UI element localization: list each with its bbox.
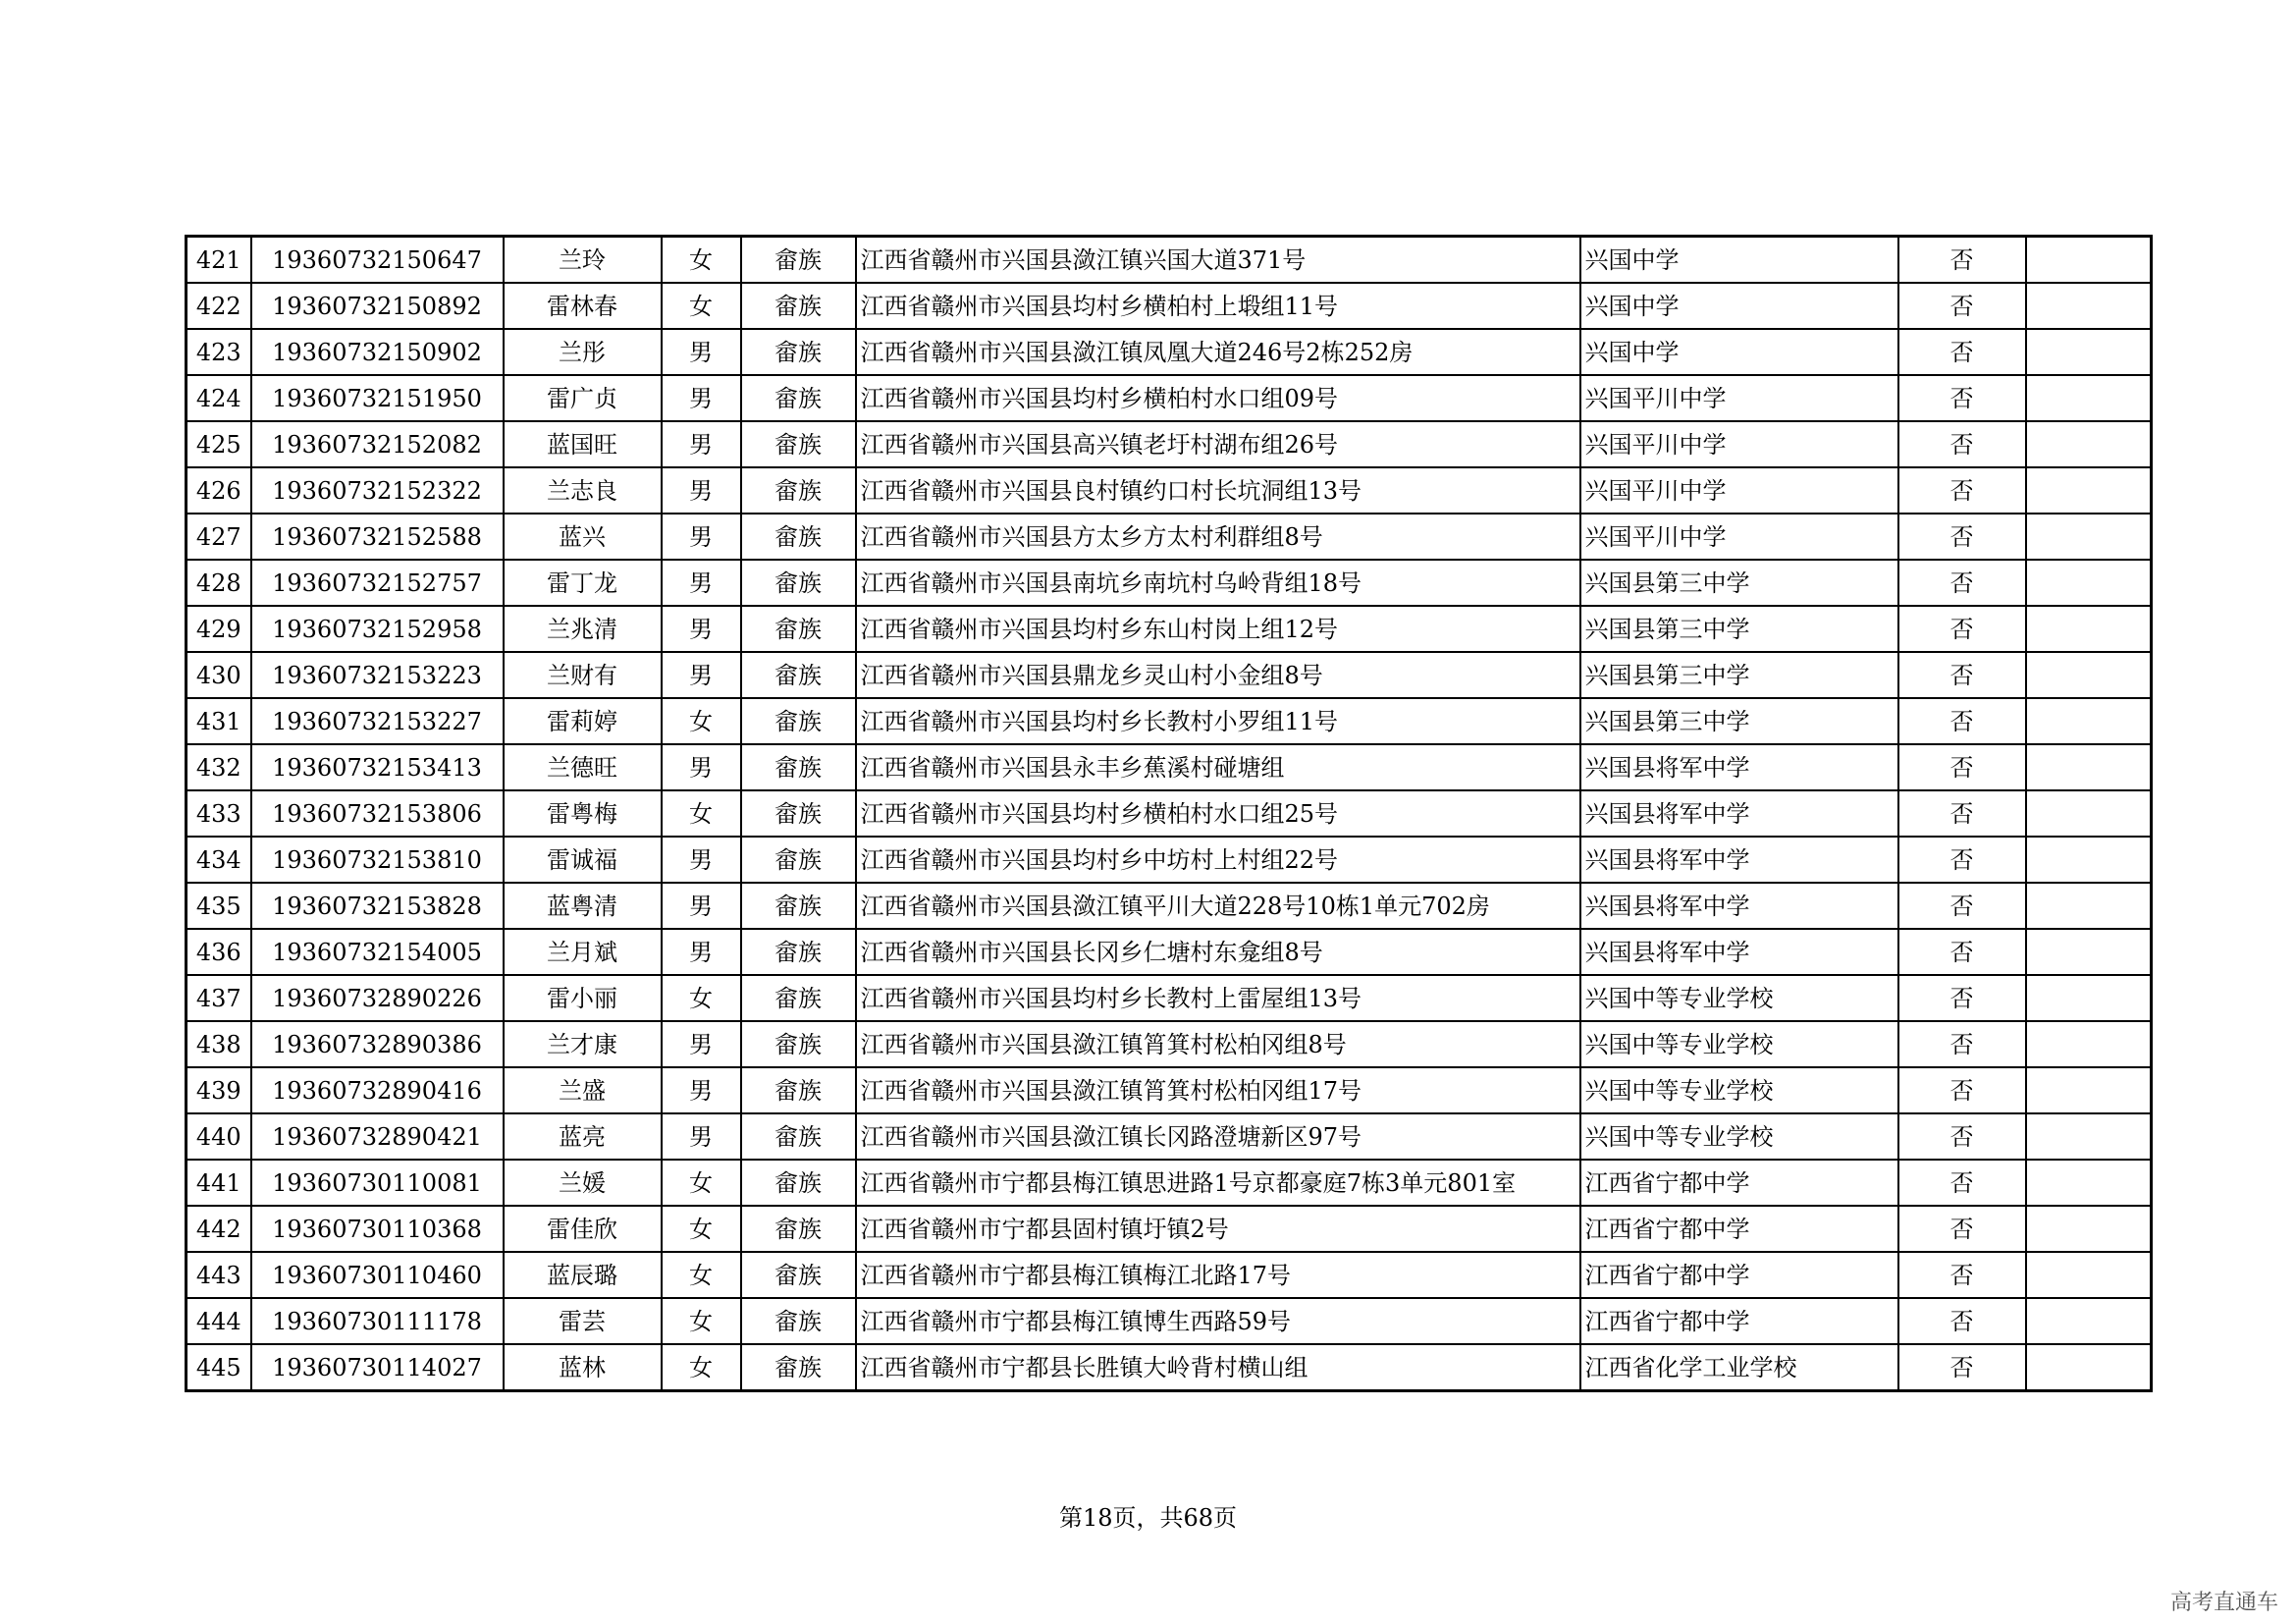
cell-remark	[2026, 975, 2152, 1021]
cell-remark	[2026, 237, 2152, 284]
cell-exam-id: 19360730110460	[251, 1252, 504, 1298]
cell-gender: 男	[662, 467, 741, 514]
cell-remark	[2026, 1113, 2152, 1160]
cell-exam-id: 19360732890226	[251, 975, 504, 1021]
cell-student-name: 兰玲	[504, 237, 662, 284]
cell-exam-id: 19360732150892	[251, 283, 504, 329]
cell-flag: 否	[1898, 1160, 2026, 1206]
cell-exam-id: 19360732150647	[251, 237, 504, 284]
cell-address: 江西省赣州市兴国县均村乡长教村上雷屋组13号	[856, 975, 1580, 1021]
cell-gender: 男	[662, 744, 741, 790]
cell-address: 江西省赣州市宁都县固村镇圩镇2号	[856, 1206, 1580, 1252]
cell-gender: 男	[662, 421, 741, 467]
cell-flag: 否	[1898, 1067, 2026, 1113]
cell-ethnicity: 畲族	[741, 283, 856, 329]
cell-seq-number: 423	[187, 329, 251, 375]
cell-remark	[2026, 1252, 2152, 1298]
cell-seq-number: 427	[187, 514, 251, 560]
table-row	[187, 790, 2152, 837]
table-row	[187, 929, 2152, 975]
cell-address: 江西省赣州市兴国县潋江镇筲箕村松柏冈组17号	[856, 1067, 1580, 1113]
cell-ethnicity: 畲族	[741, 467, 856, 514]
table-row	[187, 467, 2152, 514]
cell-flag: 否	[1898, 1113, 2026, 1160]
cell-gender: 男	[662, 514, 741, 560]
cell-flag: 否	[1898, 698, 2026, 744]
cell-remark	[2026, 929, 2152, 975]
cell-student-name: 兰财有	[504, 652, 662, 698]
cell-seq-number: 422	[187, 283, 251, 329]
cell-student-name: 雷诚福	[504, 837, 662, 883]
cell-ethnicity: 畲族	[741, 837, 856, 883]
cell-ethnicity: 畲族	[741, 652, 856, 698]
table-row	[187, 744, 2152, 790]
cell-exam-id: 19360732890421	[251, 1113, 504, 1160]
cell-gender: 女	[662, 790, 741, 837]
cell-gender: 男	[662, 329, 741, 375]
cell-seq-number: 436	[187, 929, 251, 975]
cell-exam-id: 19360732890416	[251, 1067, 504, 1113]
cell-remark	[2026, 1344, 2152, 1391]
cell-student-name: 蓝兴	[504, 514, 662, 560]
cell-gender: 女	[662, 698, 741, 744]
cell-flag: 否	[1898, 837, 2026, 883]
cell-school: 兴国中学	[1580, 237, 1898, 284]
cell-seq-number: 430	[187, 652, 251, 698]
table-row	[187, 698, 2152, 744]
cell-address: 江西省赣州市兴国县均村乡东山村岗上组12号	[856, 606, 1580, 652]
cell-remark	[2026, 421, 2152, 467]
cell-school: 兴国平川中学	[1580, 467, 1898, 514]
cell-address: 江西省赣州市兴国县鼎龙乡灵山村小金组8号	[856, 652, 1580, 698]
cell-gender: 男	[662, 652, 741, 698]
cell-student-name: 蓝林	[504, 1344, 662, 1391]
watermark-text: 高考直通车	[2169, 1591, 2278, 1615]
cell-student-name: 蓝粤清	[504, 883, 662, 929]
cell-exam-id: 19360732152082	[251, 421, 504, 467]
cell-address: 江西省赣州市兴国县方太乡方太村利群组8号	[856, 514, 1580, 560]
cell-exam-id: 19360732154005	[251, 929, 504, 975]
cell-gender: 女	[662, 975, 741, 1021]
cell-student-name: 雷林春	[504, 283, 662, 329]
cell-school: 兴国县第三中学	[1580, 606, 1898, 652]
cell-exam-id: 19360732152322	[251, 467, 504, 514]
cell-school: 江西省化学工业学校	[1580, 1344, 1898, 1391]
cell-address: 江西省赣州市兴国县均村乡横柏村上塅组11号	[856, 283, 1580, 329]
cell-school: 兴国中学	[1580, 329, 1898, 375]
cell-flag: 否	[1898, 744, 2026, 790]
cell-address: 江西省赣州市兴国县永丰乡蕉溪村碰塘组	[856, 744, 1580, 790]
cell-seq-number: 442	[187, 1206, 251, 1252]
cell-flag: 否	[1898, 283, 2026, 329]
cell-ethnicity: 畲族	[741, 329, 856, 375]
table-row	[187, 1206, 2152, 1252]
cell-flag: 否	[1898, 560, 2026, 606]
cell-seq-number: 437	[187, 975, 251, 1021]
cell-exam-id: 19360732152958	[251, 606, 504, 652]
cell-gender: 女	[662, 1344, 741, 1391]
table-row	[187, 1021, 2152, 1067]
cell-remark	[2026, 514, 2152, 560]
cell-flag: 否	[1898, 1298, 2026, 1344]
cell-exam-id: 19360730110368	[251, 1206, 504, 1252]
cell-flag: 否	[1898, 421, 2026, 467]
cell-gender: 女	[662, 1298, 741, 1344]
cell-student-name: 兰志良	[504, 467, 662, 514]
cell-flag: 否	[1898, 790, 2026, 837]
cell-ethnicity: 畲族	[741, 975, 856, 1021]
cell-seq-number: 438	[187, 1021, 251, 1067]
cell-seq-number: 429	[187, 606, 251, 652]
table-row	[187, 975, 2152, 1021]
cell-student-name: 雷芸	[504, 1298, 662, 1344]
cell-address: 江西省赣州市兴国县均村乡长教村小罗组11号	[856, 698, 1580, 744]
cell-exam-id: 19360730111178	[251, 1298, 504, 1344]
cell-remark	[2026, 329, 2152, 375]
cell-flag: 否	[1898, 975, 2026, 1021]
cell-student-name: 兰盛	[504, 1067, 662, 1113]
table-row	[187, 652, 2152, 698]
table-row	[187, 1298, 2152, 1344]
cell-ethnicity: 畲族	[741, 698, 856, 744]
cell-seq-number: 433	[187, 790, 251, 837]
cell-ethnicity: 畲族	[741, 1298, 856, 1344]
cell-remark	[2026, 1067, 2152, 1113]
cell-gender: 男	[662, 883, 741, 929]
cell-ethnicity: 畲族	[741, 1344, 856, 1391]
cell-ethnicity: 畲族	[741, 1021, 856, 1067]
table-row	[187, 283, 2152, 329]
cell-seq-number: 431	[187, 698, 251, 744]
cell-remark	[2026, 375, 2152, 421]
cell-school: 兴国县将军中学	[1580, 883, 1898, 929]
cell-address: 江西省赣州市兴国县潋江镇兴国大道371号	[856, 237, 1580, 284]
cell-school: 兴国中等专业学校	[1580, 1021, 1898, 1067]
cell-seq-number: 444	[187, 1298, 251, 1344]
cell-school: 江西省宁都中学	[1580, 1160, 1898, 1206]
cell-seq-number: 428	[187, 560, 251, 606]
cell-ethnicity: 畲族	[741, 1067, 856, 1113]
cell-flag: 否	[1898, 237, 2026, 284]
cell-exam-id: 19360730114027	[251, 1344, 504, 1391]
cell-seq-number: 434	[187, 837, 251, 883]
cell-flag: 否	[1898, 606, 2026, 652]
cell-school: 兴国县将军中学	[1580, 744, 1898, 790]
cell-school: 兴国县将军中学	[1580, 929, 1898, 975]
cell-school: 兴国平川中学	[1580, 421, 1898, 467]
cell-flag: 否	[1898, 652, 2026, 698]
cell-exam-id: 19360732153413	[251, 744, 504, 790]
cell-exam-id: 19360732150902	[251, 329, 504, 375]
cell-address: 江西省赣州市兴国县南坑乡南坑村乌岭背组18号	[856, 560, 1580, 606]
cell-remark	[2026, 652, 2152, 698]
cell-exam-id: 19360730110081	[251, 1160, 504, 1206]
cell-school: 兴国中等专业学校	[1580, 1067, 1898, 1113]
cell-student-name: 蓝国旺	[504, 421, 662, 467]
page-number: 第18页，共68页	[1058, 1504, 1238, 1532]
cell-exam-id: 19360732153223	[251, 652, 504, 698]
table-row	[187, 1113, 2152, 1160]
cell-seq-number: 421	[187, 237, 251, 284]
cell-ethnicity: 畲族	[741, 237, 856, 284]
cell-school: 兴国平川中学	[1580, 514, 1898, 560]
cell-ethnicity: 畲族	[741, 1160, 856, 1206]
cell-seq-number: 432	[187, 744, 251, 790]
cell-address: 江西省赣州市兴国县潋江镇长冈路澄塘新区97号	[856, 1113, 1580, 1160]
cell-school: 兴国中等专业学校	[1580, 1113, 1898, 1160]
cell-remark	[2026, 560, 2152, 606]
cell-address: 江西省赣州市兴国县良村镇约口村长坑洞组13号	[856, 467, 1580, 514]
cell-school: 兴国县第三中学	[1580, 560, 1898, 606]
cell-gender: 男	[662, 929, 741, 975]
cell-flag: 否	[1898, 375, 2026, 421]
cell-gender: 女	[662, 283, 741, 329]
cell-seq-number: 445	[187, 1344, 251, 1391]
cell-address: 江西省赣州市宁都县梅江镇梅江北路17号	[856, 1252, 1580, 1298]
table-row	[187, 1344, 2152, 1391]
table-row	[187, 560, 2152, 606]
cell-exam-id: 19360732152588	[251, 514, 504, 560]
cell-address: 江西省赣州市兴国县均村乡中坊村上村组22号	[856, 837, 1580, 883]
cell-school: 兴国县第三中学	[1580, 698, 1898, 744]
record-table	[185, 235, 2153, 1392]
table-row	[187, 514, 2152, 560]
cell-student-name: 兰兆清	[504, 606, 662, 652]
cell-flag: 否	[1898, 883, 2026, 929]
cell-address: 江西省赣州市宁都县长胜镇大岭背村横山组	[856, 1344, 1580, 1391]
cell-student-name: 蓝亮	[504, 1113, 662, 1160]
cell-address: 江西省赣州市兴国县高兴镇老圩村湖布组26号	[856, 421, 1580, 467]
cell-exam-id: 19360732152757	[251, 560, 504, 606]
cell-ethnicity: 畲族	[741, 421, 856, 467]
cell-student-name: 兰月斌	[504, 929, 662, 975]
cell-flag: 否	[1898, 1252, 2026, 1298]
cell-address: 江西省赣州市兴国县均村乡横柏村水口组25号	[856, 790, 1580, 837]
cell-seq-number: 439	[187, 1067, 251, 1113]
cell-ethnicity: 畲族	[741, 744, 856, 790]
cell-gender: 女	[662, 1252, 741, 1298]
table-row	[187, 421, 2152, 467]
cell-student-name: 蓝辰璐	[504, 1252, 662, 1298]
cell-ethnicity: 畲族	[741, 1206, 856, 1252]
cell-ethnicity: 畲族	[741, 790, 856, 837]
cell-ethnicity: 畲族	[741, 929, 856, 975]
cell-remark	[2026, 1021, 2152, 1067]
cell-gender: 女	[662, 1160, 741, 1206]
cell-gender: 男	[662, 1113, 741, 1160]
cell-student-name: 雷粤梅	[504, 790, 662, 837]
cell-gender: 女	[662, 237, 741, 284]
cell-school: 兴国中等专业学校	[1580, 975, 1898, 1021]
cell-seq-number: 426	[187, 467, 251, 514]
cell-address: 江西省赣州市宁都县梅江镇思进路1号京都豪庭7栋3单元801室	[856, 1160, 1580, 1206]
cell-address: 江西省赣州市兴国县长冈乡仁塘村东龛组8号	[856, 929, 1580, 975]
cell-student-name: 雷莉婷	[504, 698, 662, 744]
cell-address: 江西省赣州市兴国县潋江镇平川大道228号10栋1单元702房	[856, 883, 1580, 929]
cell-seq-number: 425	[187, 421, 251, 467]
cell-remark	[2026, 283, 2152, 329]
table-row	[187, 237, 2152, 284]
cell-student-name: 兰媛	[504, 1160, 662, 1206]
table-row	[187, 1160, 2152, 1206]
cell-remark	[2026, 606, 2152, 652]
cell-remark	[2026, 1160, 2152, 1206]
cell-exam-id: 19360732151950	[251, 375, 504, 421]
cell-flag: 否	[1898, 1021, 2026, 1067]
cell-school: 兴国县将军中学	[1580, 790, 1898, 837]
cell-gender: 男	[662, 1067, 741, 1113]
cell-seq-number: 435	[187, 883, 251, 929]
cell-school: 兴国县第三中学	[1580, 652, 1898, 698]
cell-seq-number: 424	[187, 375, 251, 421]
table-row	[187, 329, 2152, 375]
cell-flag: 否	[1898, 514, 2026, 560]
table-body	[187, 237, 2152, 1391]
cell-exam-id: 19360732153828	[251, 883, 504, 929]
cell-student-name: 兰德旺	[504, 744, 662, 790]
table-row	[187, 1252, 2152, 1298]
cell-flag: 否	[1898, 467, 2026, 514]
table-row	[187, 1067, 2152, 1113]
cell-school: 江西省宁都中学	[1580, 1206, 1898, 1252]
cell-gender: 男	[662, 837, 741, 883]
cell-ethnicity: 畲族	[741, 1113, 856, 1160]
cell-seq-number: 441	[187, 1160, 251, 1206]
cell-remark	[2026, 744, 2152, 790]
cell-student-name: 兰彤	[504, 329, 662, 375]
cell-gender: 男	[662, 606, 741, 652]
cell-ethnicity: 畲族	[741, 514, 856, 560]
cell-exam-id: 19360732890386	[251, 1021, 504, 1067]
cell-ethnicity: 畲族	[741, 883, 856, 929]
cell-remark	[2026, 1298, 2152, 1344]
cell-remark	[2026, 1206, 2152, 1252]
cell-gender: 男	[662, 560, 741, 606]
cell-remark	[2026, 837, 2152, 883]
cell-address: 江西省赣州市兴国县均村乡横柏村水口组09号	[856, 375, 1580, 421]
cell-ethnicity: 畲族	[741, 560, 856, 606]
cell-flag: 否	[1898, 1344, 2026, 1391]
cell-school: 兴国平川中学	[1580, 375, 1898, 421]
cell-remark	[2026, 883, 2152, 929]
cell-exam-id: 19360732153810	[251, 837, 504, 883]
cell-ethnicity: 畲族	[741, 1252, 856, 1298]
cell-student-name: 雷小丽	[504, 975, 662, 1021]
table-row	[187, 883, 2152, 929]
cell-student-name: 雷丁龙	[504, 560, 662, 606]
cell-gender: 女	[662, 1206, 741, 1252]
cell-exam-id: 19360732153806	[251, 790, 504, 837]
cell-school: 江西省宁都中学	[1580, 1252, 1898, 1298]
cell-address: 江西省赣州市兴国县潋江镇凤凰大道246号2栋252房	[856, 329, 1580, 375]
cell-student-name: 雷佳欣	[504, 1206, 662, 1252]
cell-student-name: 雷广贞	[504, 375, 662, 421]
cell-flag: 否	[1898, 1206, 2026, 1252]
table-row	[187, 606, 2152, 652]
table-row	[187, 375, 2152, 421]
cell-school: 兴国县将军中学	[1580, 837, 1898, 883]
cell-seq-number: 440	[187, 1113, 251, 1160]
cell-ethnicity: 畲族	[741, 606, 856, 652]
cell-flag: 否	[1898, 329, 2026, 375]
cell-ethnicity: 畲族	[741, 375, 856, 421]
cell-remark	[2026, 698, 2152, 744]
cell-gender: 男	[662, 1021, 741, 1067]
cell-student-name: 兰才康	[504, 1021, 662, 1067]
cell-flag: 否	[1898, 929, 2026, 975]
cell-address: 江西省赣州市兴国县潋江镇筲箕村松柏冈组8号	[856, 1021, 1580, 1067]
cell-exam-id: 19360732153227	[251, 698, 504, 744]
cell-seq-number: 443	[187, 1252, 251, 1298]
cell-address: 江西省赣州市宁都县梅江镇博生西路59号	[856, 1298, 1580, 1344]
cell-gender: 男	[662, 375, 741, 421]
cell-school: 兴国中学	[1580, 283, 1898, 329]
table-row	[187, 837, 2152, 883]
cell-school: 江西省宁都中学	[1580, 1298, 1898, 1344]
cell-remark	[2026, 467, 2152, 514]
cell-remark	[2026, 790, 2152, 837]
